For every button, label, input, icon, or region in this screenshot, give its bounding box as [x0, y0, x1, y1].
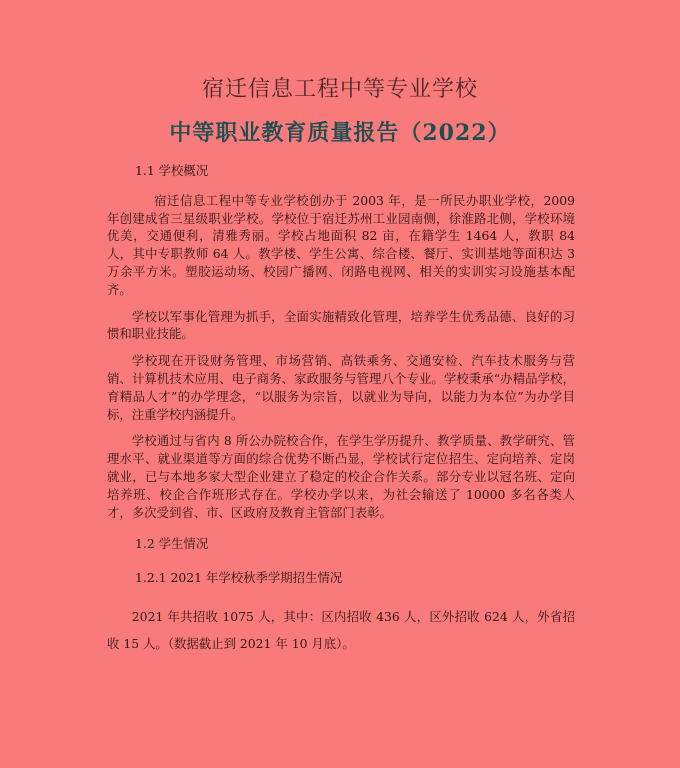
- paragraph-cooperation: 学校通过与省内 8 所公办院校合作，在学生学历提升、教学质量、教学研究、管理水平、就业渠道等方面的综合优势不断凸显，学校试行定位招生、定向培养、定岗就业，已与本地多家大型企业建立了稳定的校企合作关系。部分专业以冠名班、定向培养班、校企合作班形式存在。学校办学以来，为社会输送了 10000 多名各类人才，多次受到省、市、区政府及教育主管部门表彰。: [107, 433, 575, 520]
- report-title: 中等职业教育质量报告（2022）: [169, 120, 511, 146]
- school-name: 宿迁信息工程中等专业学校: [201, 77, 478, 102]
- paragraph-enrollment: 2021 年共招收 1075 人，其中：区内招收 436 人，区外招收 624 人，外省招收 15 人。（数据截止到 2021 年 10 月底）。: [107, 608, 575, 651]
- document-body: [107, 162, 575, 666]
- paragraph-school-intro: 宿迁信息工程中等专业学校创办于 2003 年，是一所民办职业学校，2009 年创建成省三星级职业学校。学校位于宿迁苏州工业园南侧，徐淮路北侧，学校环境优美，交通便利，清雅秀丽。学校占地面积 82 亩，在籍学生 1464 人，教职 84 人，其中专职教师 64 人。教学楼、学生公寓、综合楼、餐厅、实训基地等面积达 3 万余平方米。塑胶运动场、校园广播网、闭路电视网、相关的实训实习设施基本配齐。: [107, 192, 575, 297]
- section-heading-school-overview: 1.1 学校概况: [135, 163, 209, 178]
- subsection-heading-enrollment: 1.2.1 2021 年学校秋季学期招生情况: [135, 570, 343, 586]
- paragraph-management: 学校以军事化管理为抓手，全面实施精致化管理，培养学生优秀品德、良好的习惯和职业技能。: [107, 308, 575, 342]
- section-heading-student-situation: 1.2 学生情况: [135, 536, 209, 552]
- paragraph-majors: 学校现在开设财务管理、市场营销、高铁乘务、交通安检、汽车技术服务与营销、计算机技术应用、电子商务、家政服务与管理八个专业。学校秉承“办精品学校，育精品人才”的办学理念，“以服务为宗旨，以就业为导向，以能力为本位”为办学目标，注重学校内涵提升。: [107, 353, 575, 422]
